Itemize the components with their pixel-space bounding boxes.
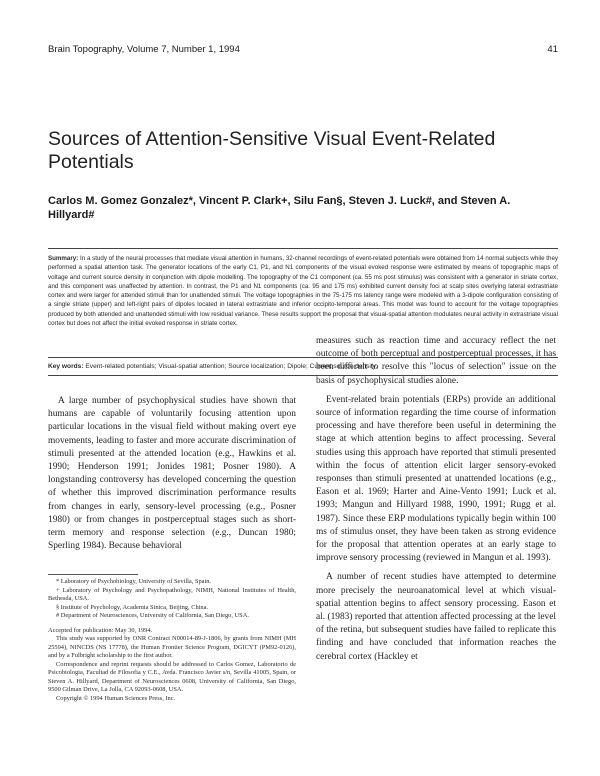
- intro-paragraph-right-1: measures such as reaction time and accuracy reflect the net outcome of both perceptual and postperceptual processes, it has been difficult to resolve this "locus of selection" issue on the basis of psychophysical studies alone.: [316, 336, 556, 386]
- footnotes: [48, 578, 296, 703]
- affiliation-note: # Department of Neurosciences, University of California, San Diego, USA.: [56, 612, 249, 619]
- intro-paragraph-right-3: A number of recent studies have attempted to determine more precisely the neuroanatomical level at which visual-spatial attention begins to affect sensory processing. Eason et al. (1983) reported that attention affected processing at the level of the retina, but subsequent studies have failed to replicate this finding and have concluded that information reaches the cerebral cortex (Hackley et: [316, 572, 556, 662]
- abstract-text: In a study of the neural processes that mediate visual attention in humans, 32-channel recordings of event-related potentials were obtained from 14 normal subjects while they performed a spatial attention task. The generator locations of the early C1, P1, and N1 components of the visual evoked response were estimated by means of topographic maps of voltage and current source density in conjunction with dipole modelling. The topography of the C1 component (ca. 55 ms post stimulus) was consistent with a generator in striate cortex, and this component was unaffected by attention. In contrast, the P1 and N1 components (ca. 95 and 175 ms) exhibited current density foci at scalp sites overlying lateral extrastriate cortex and were larger for attended stimuli than for unattended stimuli. The voltage topographies in the 75-175 ms latency range were modeled with a 3-dipole configuration consisting of a single striate (upper) and left-right pairs of dipoles located in lateral extrastriate and inferior occipito-temporal areas. This model was found to account for the voltage topographies produced by both attended and unattended stimuli with low residual variance. These results support the proposal that visual-spatial attention modulates neural activity in extrastriate visual cortex but does not affect the initial evoked response in striate cortex.: [48, 255, 558, 328]
- right-column: [316, 335, 556, 664]
- article-title: Sources of Attention-Sensitive Visual Event-Related Potentials: [48, 128, 496, 173]
- keywords-text: Event-related potentials; Visual-spatial attention; Source localization; Dipole; Current source density.: [85, 363, 378, 370]
- accepted-date: Accepted for publication: May 30, 1994.: [48, 626, 153, 634]
- affiliation-note: + Laboratory of Psychology and Psychopathology, NIMH, National Institutes of Health, Bethesda, USA.: [48, 586, 296, 602]
- running-header: [48, 44, 558, 55]
- abstract-label: Summary:: [48, 255, 79, 262]
- keywords-label: Key words:: [48, 363, 84, 370]
- copyright-note: Copyright © 1994 Human Sciences Press, Inc.: [56, 694, 176, 702]
- intro-paragraph-left: A large number of psychophysical studies have shown that humans are capable of voluntarily focusing attention upon particular locations in the visual field without making overt eye movements, leading to faster and more accurate discrimination of stimuli presented at the attended location (e.g., Hawkins et al. 1990; Henderson 1991; Jonides 1981; Posner 1980). A longstanding controversy has developed concerning the question of whether this improved discrimination performance results from changes in early, sensory-level processing (e.g., Posner 1980) or from changes in postperceptual stages such as short-term memory and response selection (e.g., Duncan 1980; Sperling 1984). Because behavioral: [48, 396, 296, 552]
- journal-citation: Brain Topography, Volume 7, Number 1, 1994: [48, 44, 240, 55]
- footnote-rule: [48, 574, 138, 575]
- correspondence-note: Correspondence and reprint requests should be addressed to Carlos Gomez, Laboratorio de Psicobiologia, Facultad de Filosofia y C.E., Avda. Francisco Javier s/n, Sevilla 41005, Spain, or Steven A. Hillyard, Department of Neurosciences 0608, University of California, San Diego, 9500 Gilman Drive, La Jolla, CA 92093-0608, USA.: [48, 660, 296, 693]
- intro-paragraph-right-2: Event-related brain potentials (ERPs) provide an additional source of information regarding the time course of information processing and have therefore been useful in determining the stage at which attention begins to affect processing. Several studies using this approach have reported that stimuli presented within the focus of attention elicit larger sensory-evoked responses than stimuli presented at unattended locations (e.g., Eason et al. 1969; Harter and Aine-Vento 1991; Luck et al. 1993; Mangun and Hillyard 1988, 1990, 1991; Rugg et al. 1987). Since these ERP modulations typically begin within 100 ms of stimulus onset, they have been taken as strong evidence for the proposal that attention operates at an early stage to improve sensory processing (reviewed in Mangun et al. 1993).: [316, 394, 556, 564]
- affiliation-note: § Institute of Psychology, Academia Sinica, Beijing, China.: [56, 603, 209, 611]
- abstract: [48, 254, 558, 328]
- author-list: Carlos M. Gomez Gonzalez*, Vincent P. Clark+, Silu Fan§, Steven J. Luck#, and Steven A. Hillyard#: [48, 195, 511, 221]
- page-number: 41: [547, 44, 558, 55]
- affiliation-note: * Laboratory of Psychobiology, University of Sevilla, Spain.: [56, 578, 212, 585]
- funding-note: This study was supported by ONR Contract N00014-89-J-1806, by grants from NIMH (MH 25594), NINCDS (NS 17778), the Human Frontier Science Program, DGICYT (PM92-0126), and by a Fulbright scholarship to the first author.: [48, 635, 296, 659]
- abstract-top-rule: [48, 248, 558, 249]
